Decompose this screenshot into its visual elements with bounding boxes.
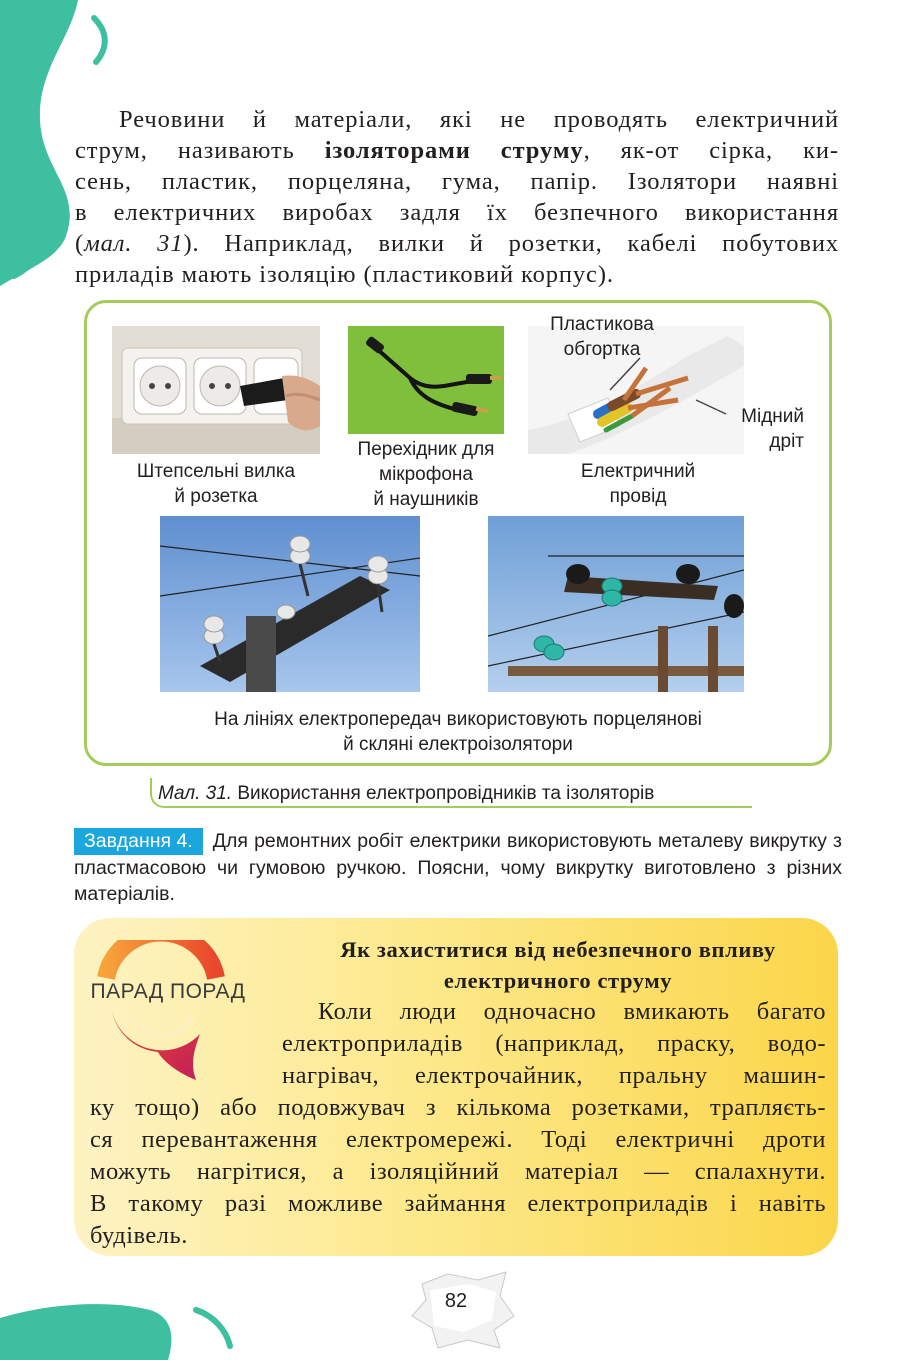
caption-wire: Електричний провід [580, 461, 696, 507]
page-number: 82 [444, 1290, 468, 1312]
caption-socket: Штепсельні вилка й розетка [136, 461, 296, 507]
advice-line-4: ку тощо) або подовжувач з кількома розетками, трапляєть- [90, 1094, 826, 1121]
task-4 [74, 828, 842, 907]
intro-line-4: в електричних виробах задля їх безпечного використання [75, 199, 839, 226]
advice-line-7: В такому разі можливе займання електроприладів і навіть [90, 1190, 826, 1217]
parad-porad-logo-icon [96, 940, 226, 1090]
powerline-photo-2 [488, 516, 744, 692]
task-text: Для ремонтних робіт електрики використовують металеву викрутку з пластмасовою чи гумовою ручкою. Поясни, чому викрутку виготовлено з різних матеріалів. [74, 830, 842, 905]
advice-line-5: ся перевантаження електромережі. Тоді електричні дроти [90, 1126, 826, 1153]
advice-line-2: електроприладів (наприклад, праску, водо- [282, 1030, 826, 1057]
intro-line-1: Речовини й матеріали, які не проводять електричний [119, 106, 839, 133]
advice-text-bottom [90, 1092, 826, 1252]
label-plastic-wrapper: Пластикова обгортка [550, 314, 654, 360]
intro-line-2: струм, називають ізоляторами струму, як-от сірка, ки- [75, 137, 839, 164]
intro-line-5: (мал. 31). Наприклад, вилки й розетки, кабелі побутових [75, 230, 839, 257]
intro-line-6: приладів мають ізоляцію (пластиковий корпус). [75, 261, 614, 288]
advice-text-top [282, 996, 826, 1092]
adapter-photo [348, 326, 504, 434]
teal-bottom-decoration [0, 1280, 240, 1360]
advice-line-8: будівель. [90, 1222, 188, 1249]
advice-line-1: Коли люди одночасно вмикають багато [318, 998, 826, 1025]
advice-line-6: можуть нагрітися, а ізоляційний матеріал — спалахнути. [90, 1158, 826, 1185]
socket-photo [112, 326, 320, 454]
powerline-photo-1 [160, 516, 420, 692]
term-insulators: ізоляторами струму [324, 137, 584, 164]
label-copper-wire: Мідний дріт [741, 406, 804, 452]
caption-adapter: Перехідник для мікрофона й наушників [357, 439, 495, 510]
figure-reference: мал. 31 [84, 230, 184, 257]
intro-paragraph [75, 104, 839, 290]
advice-title: Як захиститися від небезпечного впливу електричного струму [340, 937, 776, 993]
parad-porad-label: ПАРАД ПОРАД [90, 980, 246, 1003]
caption-power-lines: На лініях електропередач використовують порцелянові й скляні електроізолятори [214, 709, 702, 755]
figure-caption: Мал. 31. Використання електропровідників та ізоляторів [158, 783, 655, 804]
task-badge: Завдання 4. [74, 828, 203, 855]
intro-line-3: сень, пластик, порцеляна, гума, папір. Ізолятори наявні [75, 168, 839, 195]
advice-line-3: нагрівач, електрочайник, пральну машин- [282, 1062, 826, 1089]
